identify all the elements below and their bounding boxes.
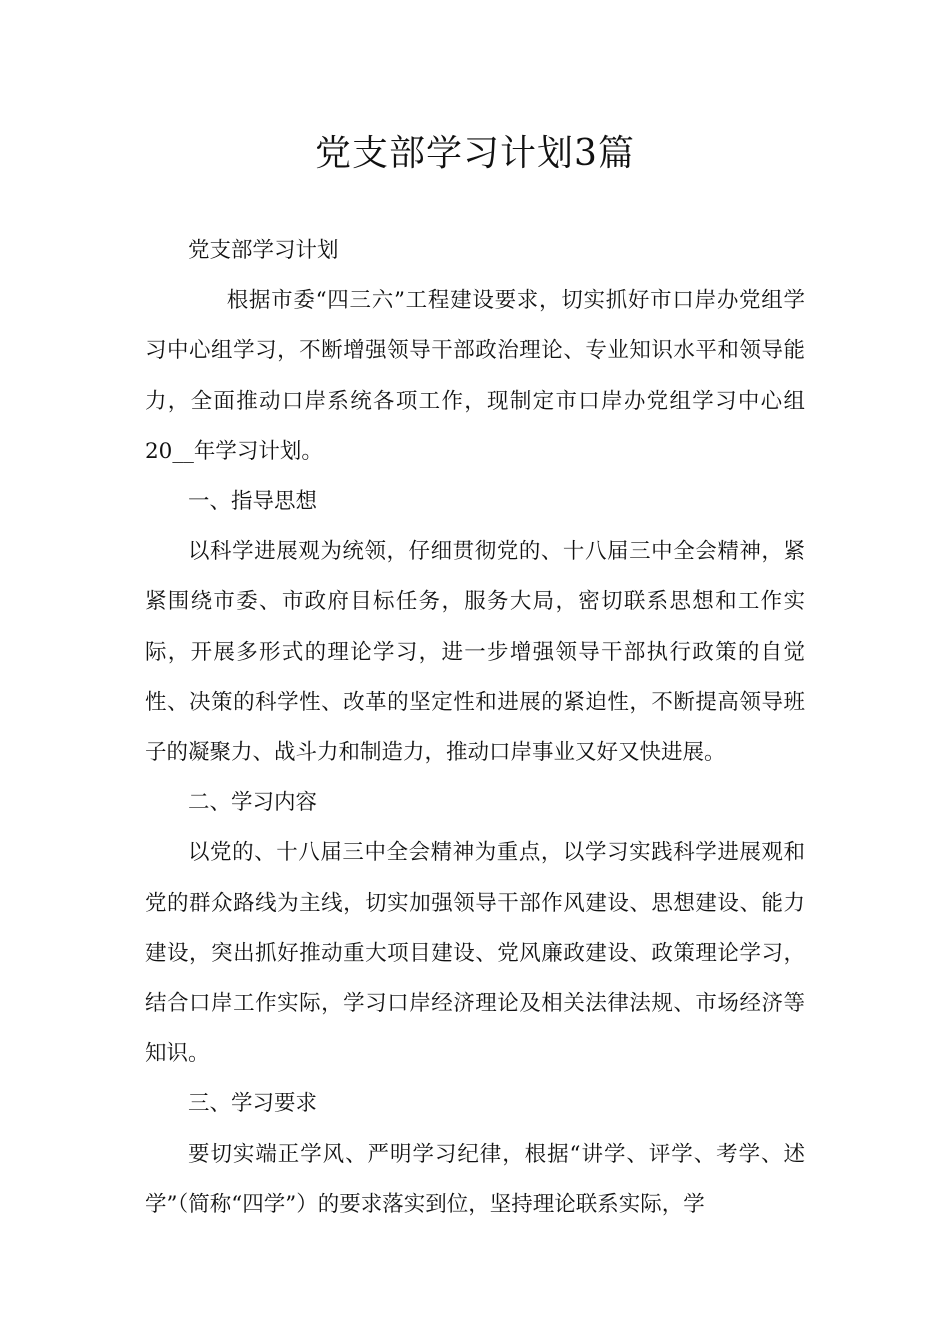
document-body (145, 226, 805, 1230)
section-heading-study-requirements: 三、学习要求 (188, 1091, 318, 1117)
guiding-ideology-paragraph: 以科学进展观为统领，仔细贯彻党的、十八届三中全会精神，紧紧围绕市委、市政府目标任务，服务大局，密切联系思想和工作实际，开展多形式的理论学习，进一步增强领导干部执行政策的自觉性、决策的科学性、改革的坚定性和进展的紧迫性，不断提高领导班子的凝聚力、战斗力和制造力，推动口岸事业又好又快进展。 (145, 539, 805, 766)
section-heading-guiding-ideology: 一、指导思想 (188, 489, 318, 515)
subtitle-paragraph: 党支部学习计划 (188, 238, 339, 263)
section-heading-study-content: 二、学习内容 (188, 790, 318, 816)
study-requirements-paragraph: 要切实端正学风、严明学习纪律，根据“讲学、评学、考学、述学”（简称“四学”）的要求落实到位，坚持理论联系实际，学 (145, 1141, 805, 1217)
study-content-paragraph: 以党的、十八届三中全会精神为重点，以学习实践科学进展观和党的群众路线为主线，切实加强领导干部作风建设、思想建设、能力建设，突出抓好推动重大项目建设、党风廉政建设、政策理论学习，结合口岸工作实际，学习口岸经济理论及相关法律法规、市场经济等知识。 (145, 840, 805, 1067)
intro-paragraph: 根据市委“四三六”工程建设要求，切实抓好市口岸办党组学习中心组学习，不断增强领导干部政治理论、专业知识水平和领导能力，全面推动口岸系统各项工作，现制定市口岸办党组学习中心组20__年学习计划。 (145, 288, 805, 464)
document-title: 党支部学习计划3篇 (315, 133, 635, 174)
